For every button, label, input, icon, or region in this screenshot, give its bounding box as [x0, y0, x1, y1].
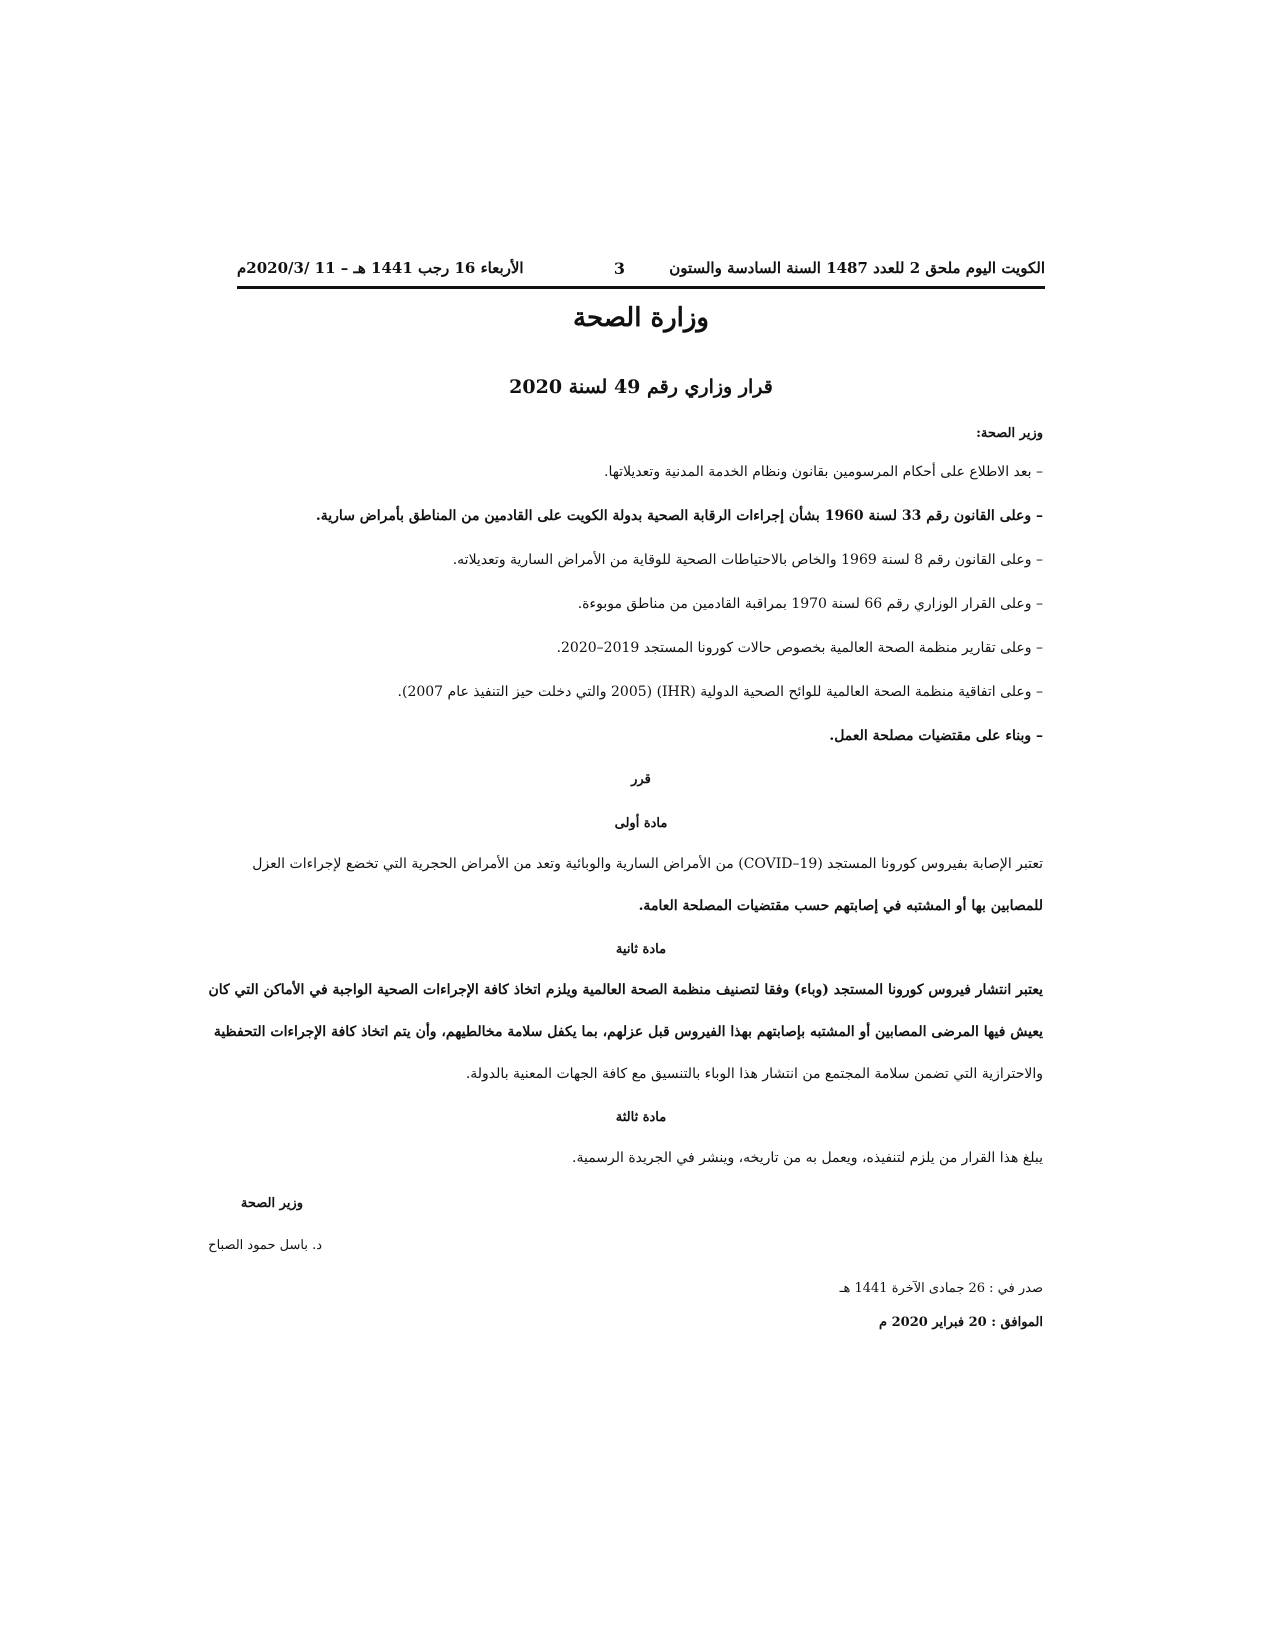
preamble-item: – وعلى تقارير منظمة الصحة العالمية بخصوص حالات كورونا المستجد 2019–2020.: [556, 640, 1043, 656]
minister-heading: وزير الصحة:: [976, 426, 1043, 441]
decision-title: قرار وزاري رقم 49 لسنة 2020: [509, 376, 773, 398]
article-line: والاحترازية التي تضمن سلامة المجتمع من انتشار هذا الوباء بالتنسيق مع كافة الجهات المعنية بالدولة.: [465, 1066, 1043, 1082]
ministry-title: وزارة الصحة: [573, 303, 709, 333]
article-line: تعتبر الإصابة بفيروس كورونا المستجد (COVID–19) من الأمراض السارية والوبائية وتعد من الأمراض الحجرية التي تخضع لإجراءات العزل: [252, 856, 1043, 872]
article-heading: مادة أولى: [614, 816, 668, 831]
article-heading: مادة ثالثة: [615, 1110, 667, 1125]
article-line: للمصابين بها أو المشتبه في إصابتهم حسب مقتضيات المصلحة العامة.: [638, 898, 1043, 914]
article-line: يبلغ هذا القرار من يلزم لتنفيذه، ويعمل به من تاريخه، وينشر في الجريدة الرسمية.: [572, 1150, 1043, 1166]
article-line: يعيش فيها المرضى المصابين أو المشتبه بإصابتهم بهذا الفيروس قبل عزلهم، بما يكفل سلامة مخالطيهم، وأن يتم اتخاذ كافة الإجراءات التحفظية: [213, 1024, 1043, 1040]
signature-name: د. باسل حمود الصباح: [208, 1238, 322, 1253]
preamble-item: – بعد الاطلاع على أحكام المرسومين بقانون ونظام الخدمة المدنية وتعديلاتها.: [604, 464, 1043, 480]
header-rule: [237, 286, 1045, 289]
issued-hijri-date: صدر في : 26 جمادى الآخرة 1441 هـ: [839, 1281, 1043, 1296]
page-header: [237, 255, 1045, 285]
decided-label: قرر: [631, 772, 651, 787]
header-date: الأربعاء 16 رجب 1441 هـ – 11 /2020/3م: [237, 259, 524, 277]
preamble-item: – وعلى القرار الوزاري رقم 66 لسنة 1970 بمراقبة القادمين من مناطق موبوءة.: [577, 596, 1043, 612]
article-line: يعتبر انتشار فيروس كورونا المستجد (وباء) وفقا لتصنيف منظمة الصحة العالمية ويلزم اتخاذ كافة الإجراءات الصحية الواجبة في الأماكن التي كان: [208, 982, 1043, 998]
preamble-item: – وعلى القانون رقم 8 لسنة 1969 والخاص بالاحتياطات الصحية للوقاية من الأمراض السارية وتعديلاته.: [452, 552, 1043, 568]
signature-title: وزير الصحة: [240, 1196, 303, 1211]
issued-gregorian-date: الموافق : 20 فبراير 2020 م: [879, 1315, 1043, 1330]
preamble-item: – وعلى اتفاقية منظمة الصحة العالمية للوائح الصحية الدولية (IHR) (2005 والتي دخلت حيز التنفيذ عام 2007).: [397, 684, 1043, 700]
header-page-number: 3: [613, 259, 625, 278]
article-heading: مادة ثانية: [615, 942, 667, 957]
preamble-item: – وبناء على مقتضيات مصلحة العمل.: [829, 728, 1043, 744]
header-publication: الكويت اليوم ملحق 2 للعدد 1487 السنة السادسة والستون: [669, 259, 1045, 277]
preamble-item: – وعلى القانون رقم 33 لسنة 1960 بشأن إجراءات الرقابة الصحية بدولة الكويت على القادمين من المناطق بأمراض سارية.: [315, 508, 1043, 524]
